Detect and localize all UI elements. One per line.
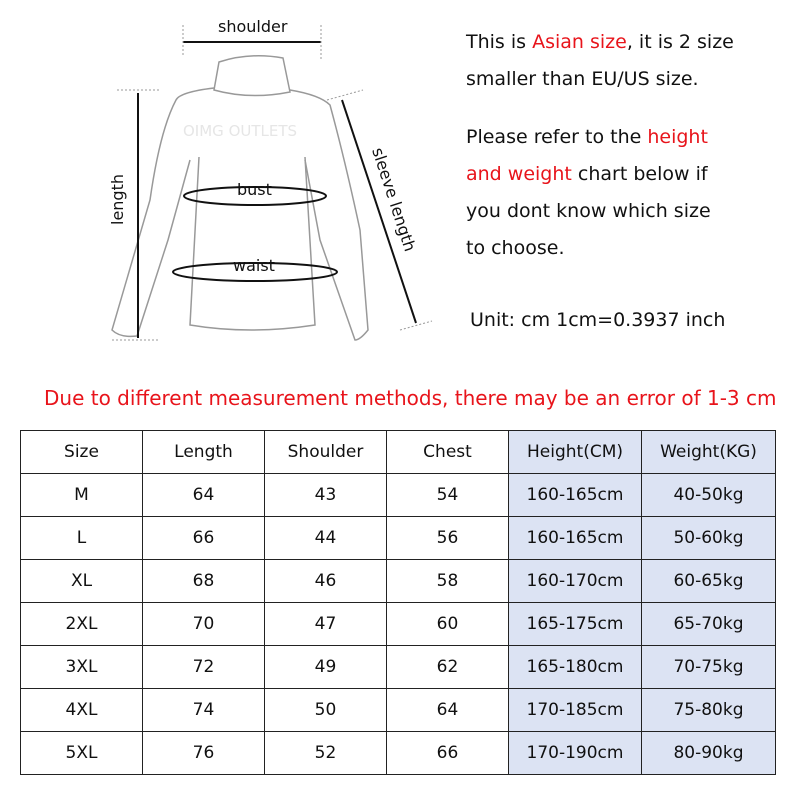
table-cell: 3XL <box>21 646 143 689</box>
table-row <box>21 517 776 560</box>
table-cell: 62 <box>387 646 509 689</box>
table-cell: 50 <box>265 689 387 732</box>
sleeve-length-label: sleeve length <box>368 145 420 254</box>
table-cell: M <box>21 474 143 517</box>
table-cell: 66 <box>387 732 509 775</box>
table-cell: 50-60kg <box>642 517 776 560</box>
table-cell: 5XL <box>21 732 143 775</box>
table-cell: 160-165cm <box>509 517 642 560</box>
shoulder-label: shoulder <box>218 17 288 36</box>
refer-note <box>466 119 711 267</box>
note-text: chart below if <box>571 163 708 185</box>
table-row <box>21 732 776 775</box>
table-cell: L <box>21 517 143 560</box>
table-cell: 58 <box>387 560 509 603</box>
table-cell: 64 <box>387 689 509 732</box>
table-row <box>21 474 776 517</box>
table-cell: 4XL <box>21 689 143 732</box>
table-cell: 160-170cm <box>509 560 642 603</box>
table-cell: 52 <box>265 732 387 775</box>
table-cell: 165-180cm <box>509 646 642 689</box>
table-row <box>21 560 776 603</box>
table-cell: 2XL <box>21 603 143 646</box>
table-cell: XL <box>21 560 143 603</box>
table-cell: 47 <box>265 603 387 646</box>
table-cell: 74 <box>143 689 265 732</box>
note-text: , it is 2 size <box>626 31 734 53</box>
table-cell: 44 <box>265 517 387 560</box>
length-label: length <box>108 174 127 225</box>
bust-label: bust <box>237 180 272 199</box>
table-cell: 160-165cm <box>509 474 642 517</box>
table-cell: 80-90kg <box>642 732 776 775</box>
table-cell: 56 <box>387 517 509 560</box>
asian-size-highlight: Asian size <box>532 31 627 53</box>
height-highlight: height <box>647 126 708 148</box>
table-cell: 170-185cm <box>509 689 642 732</box>
note-text: you dont know which size <box>466 200 711 222</box>
note-text: to choose. <box>466 237 565 259</box>
table-cell: 70-75kg <box>642 646 776 689</box>
table-cell: 43 <box>265 474 387 517</box>
table-cell: 165-175cm <box>509 603 642 646</box>
garment-diagram <box>0 0 440 360</box>
table-cell: 66 <box>143 517 265 560</box>
table-cell: 49 <box>265 646 387 689</box>
table-cell: 170-190cm <box>509 732 642 775</box>
note-text: smaller than EU/US size. <box>466 68 699 90</box>
sweater-illustration <box>0 0 440 360</box>
header-cell: Chest <box>387 431 509 474</box>
table-cell: 46 <box>265 560 387 603</box>
header-cell: Weight(KG) <box>642 431 776 474</box>
table-cell: 60 <box>387 603 509 646</box>
asian-size-note <box>466 24 734 98</box>
note-text: Please refer to the <box>466 126 648 148</box>
measurement-warning: Due to different measurement methods, there may be an error of 1-3 cm <box>44 386 777 410</box>
table-cell: 72 <box>143 646 265 689</box>
table-cell: 64 <box>143 474 265 517</box>
unit-note: Unit: cm 1cm=0.3937 inch <box>470 309 726 331</box>
header-cell: Height(CM) <box>509 431 642 474</box>
watermark: OIMG OUTLETS <box>183 122 298 140</box>
table-cell: 76 <box>143 732 265 775</box>
size-table <box>20 430 776 775</box>
header-cell: Length <box>143 431 265 474</box>
table-cell: 70 <box>143 603 265 646</box>
table-row <box>21 603 776 646</box>
header-cell: Shoulder <box>265 431 387 474</box>
header-row <box>21 431 776 474</box>
table-cell: 68 <box>143 560 265 603</box>
note-text: This is <box>466 31 533 53</box>
table-cell: 54 <box>387 474 509 517</box>
table-cell: 60-65kg <box>642 560 776 603</box>
table-row <box>21 689 776 732</box>
header-cell: Size <box>21 431 143 474</box>
waist-label: waist <box>233 256 275 275</box>
table-cell: 65-70kg <box>642 603 776 646</box>
table-cell: 75-80kg <box>642 689 776 732</box>
table-cell: 40-50kg <box>642 474 776 517</box>
table-row <box>21 646 776 689</box>
weight-highlight: and weight <box>466 163 572 185</box>
